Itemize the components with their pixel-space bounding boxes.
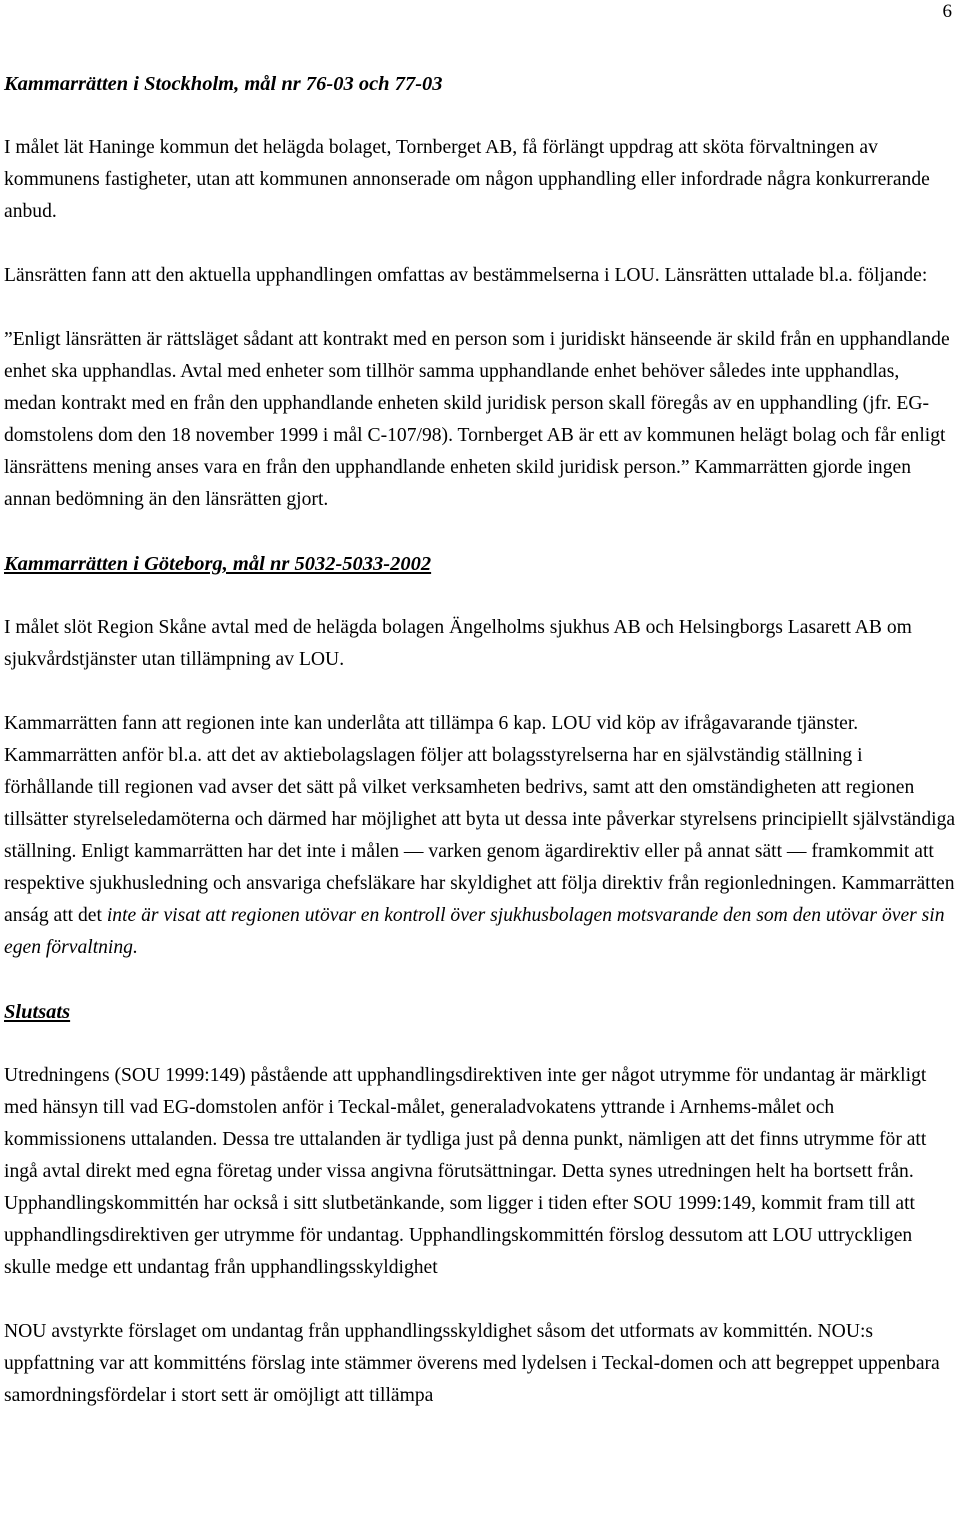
section-heading-slutsats: Slutsats (4, 1001, 71, 1023)
document-body (4, 68, 956, 1412)
quote-paragraph: ”Enligt länsrätten är rättsläget sådant att kontrakt med en person som i juridiskt hänseende är skild från en upphandlande enhet ska upphandlas. Avtal med enheter som tillhör samma upphandlande enhet behöver således inte upphandlas, medan kontrakt med en från den upphandlande enheten skild juridisk person skall föregås av en upphandling (jfr. EG-domstolens dom den 18 november 1999 i mål C-107/98). Tornberget AB är ett av kommunen helägt bolag och får enligt länsrättens mening anses vara en från den upphandlande enheten skild juridisk person.” Kammarrätten gjorde ingen annan bedömning än den länsrätten gjort. (4, 329, 950, 510)
emphasized-text: inte är visat att regionen utövar en kontroll över sjukhusbolagen motsvarande den som den utövar över sin egen förvaltning. (4, 905, 945, 958)
paragraph (4, 708, 956, 964)
paragraph-text: Kammarrätten fann att regionen inte kan underlåta att tillämpa 6 kap. LOU vid köp av ifrågavarande tjänster. Kammarrätten anför bl.a. att det av aktiebolagslagen följer att bolagsstyrelserna har en självständig ställning i förhållande till regionen vad avser det sätt på vilket verksamheten bedrivs, samt att den omständigheten att regionen tillsätter styrelseledamöterna och därmed har möjlighet att byta ut dessa inte påverkar styrelsens principiellt självständiga ställning. Enligt kammarrätten har det inte i målen — varken genom ägardirektiv eller på annat sätt — framkommit att respektive sjukhusledning och ansvariga chefsläkare har skyldighet att följa direktiv från regionledningen. Kammarrätten anság att det (4, 713, 956, 926)
paragraph: Utredningens (SOU 1999:149) påstående att upphandlingsdirektiven inte ger något utrymme för undantag är märkligt med hänsyn till vad EG-domstolen anför i Teckal-målet, generaladvokatens yttrande i Arnhems-målet och kommissionens uttalanden. Dessa tre uttalanden är tydliga just på denna punkt, nämligen att det finns utrymme för att ingå avtal direkt med egna företag under vissa angivna förutsättningar. Detta synes utredningen helt ha bortsett från. Upphandlingskommittén har också i sitt slutbetänkande, som ligger i tiden efter SOU 1999:149, kommit fram till att upphandlingsdirektiven ger utrymme för undantag. Upphandlingskommittén förslog dessutom att LOU uttryckligen skulle medge ett undantag från upphandlingsskyldighet (4, 1065, 927, 1278)
paragraph: I målet slöt Region Skåne avtal med de helägda bolagen Ängelholms sjukhus AB och Helsingborgs Lasarett AB om sjukvårdstjänster utan tillämpning av LOU. (4, 617, 912, 670)
paragraph: NOU avstyrkte förslaget om undantag från upphandlingsskyldighet såsom det utformats av kommittén. NOU:s uppfattning var att kommitténs förslag inte stämmer överens med lydelsen i Teckal-domen och att begreppet uppenbara samordningsfördelar i stort sett är omöjligt att tillämpa (4, 1321, 940, 1406)
section-heading-stockholm: Kammarrätten i Stockholm, mål nr 76-03 och 77-03 (4, 73, 443, 95)
section-heading-goteborg: Kammarrätten i Göteborg, mål nr 5032-5033-2002 (4, 553, 432, 575)
paragraph: Länsrätten fann att den aktuella upphandlingen omfattas av bestämmelserna i LOU. Länsrätten uttalade bl.a. följande: (4, 265, 928, 286)
page-number: 6 (942, 1, 952, 22)
paragraph: I målet lät Haninge kommun det helägda bolaget, Tornberget AB, få förlängt uppdrag att sköta förvaltningen av kommunens fastigheter, utan att kommunen annonserade om någon upphandling eller infordrade några konkurrerande anbud. (4, 137, 930, 222)
